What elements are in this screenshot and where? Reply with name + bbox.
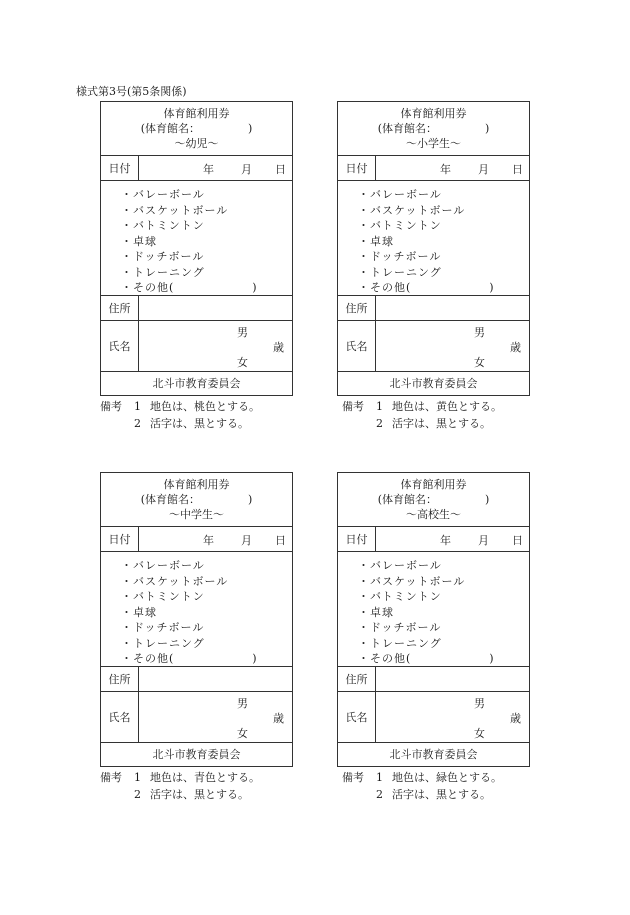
sport-item: ・バトミントン xyxy=(358,219,442,232)
sport-item: ・バスケットボール xyxy=(358,574,466,588)
remarks-label: 備考 xyxy=(342,400,364,413)
sport-item: ・バトミントン xyxy=(121,219,205,232)
name-label: 氏名 xyxy=(338,321,376,371)
year-label: 年 xyxy=(203,163,214,176)
ticket-junior-high xyxy=(100,472,293,767)
remark-number: 2 xyxy=(376,788,383,801)
other-label: ・その他( xyxy=(358,281,412,294)
ticket-title: 体育館利用券 xyxy=(163,478,230,491)
month-label: 月 xyxy=(241,534,252,547)
remarks-label: 備考 xyxy=(100,400,122,413)
name-row xyxy=(338,321,529,372)
remark-number: 1 xyxy=(376,400,383,413)
venue-label: (体育館名： xyxy=(140,122,200,135)
sports-list xyxy=(101,552,292,667)
sport-item: ・卓球 xyxy=(121,234,157,248)
remarks-label: 備考 xyxy=(342,771,364,784)
address-field[interactable] xyxy=(139,667,292,691)
date-field[interactable] xyxy=(376,527,529,551)
day-label: 日 xyxy=(512,534,523,547)
year-label: 年 xyxy=(440,534,451,547)
address-row xyxy=(338,296,529,321)
ticket-category: 〜中学生〜 xyxy=(169,508,224,521)
date-row xyxy=(101,156,292,181)
venue-close: ) xyxy=(485,122,490,135)
female-label: 女 xyxy=(237,356,248,369)
age-label: 歳 xyxy=(510,341,521,354)
sport-item: ・卓球 xyxy=(358,605,394,619)
other-close: ) xyxy=(252,281,258,294)
date-field[interactable] xyxy=(139,527,292,551)
address-label: 住所 xyxy=(338,296,376,320)
day-label: 日 xyxy=(512,163,523,176)
ticket-category: 〜高校生〜 xyxy=(406,508,461,521)
ticket-category: 〜小学生〜 xyxy=(406,137,461,150)
address-label: 住所 xyxy=(101,667,139,691)
sports-list xyxy=(101,181,292,296)
remark-number: 1 xyxy=(134,771,141,784)
ticket-elementary xyxy=(337,101,530,396)
name-field[interactable] xyxy=(139,692,292,742)
venue-line xyxy=(338,121,529,136)
address-label: 住所 xyxy=(101,296,139,320)
female-label: 女 xyxy=(237,727,248,740)
male-label: 男 xyxy=(474,697,485,710)
male-label: 男 xyxy=(237,326,248,339)
ticket-title: 体育館利用券 xyxy=(163,107,230,120)
date-field[interactable] xyxy=(376,156,529,180)
name-field[interactable] xyxy=(376,692,529,742)
sport-item: ・バスケットボール xyxy=(121,574,229,588)
remark-color: 地色は、緑色とする。 xyxy=(392,771,502,784)
remark-number: 2 xyxy=(134,788,141,801)
organization: 北斗市教育委員会 xyxy=(389,377,478,390)
male-label: 男 xyxy=(237,697,248,710)
venue-close: ) xyxy=(485,493,490,506)
remark-print: 活字は、黒とする。 xyxy=(392,417,491,430)
remark-color: 地色は、黄色とする。 xyxy=(392,400,502,413)
name-row xyxy=(338,692,529,743)
year-label: 年 xyxy=(440,163,451,176)
remark-number: 1 xyxy=(134,400,141,413)
sport-item: ・バレーボール xyxy=(121,188,205,201)
other-label: ・その他( xyxy=(121,652,175,665)
female-label: 女 xyxy=(474,727,485,740)
organization: 北斗市教育委員会 xyxy=(389,748,478,761)
date-label: 日付 xyxy=(101,527,139,551)
sport-item: ・バスケットボール xyxy=(121,203,229,217)
ticket-infant xyxy=(100,101,293,396)
ticket-title: 体育館利用券 xyxy=(400,478,467,491)
sport-item-other xyxy=(358,280,529,296)
sport-item-other xyxy=(121,280,292,296)
remark-number: 1 xyxy=(376,771,383,784)
venue-label: (体育館名： xyxy=(140,493,200,506)
date-label: 日付 xyxy=(101,156,139,180)
remarks-elementary xyxy=(342,398,502,432)
organization: 北斗市教育委員会 xyxy=(152,748,241,761)
venue-close: ) xyxy=(248,122,253,135)
address-row xyxy=(101,296,292,321)
date-label: 日付 xyxy=(338,527,376,551)
remarks-junior-high xyxy=(100,769,260,803)
venue-line xyxy=(338,492,529,507)
remark-color: 地色は、青色とする。 xyxy=(150,771,260,784)
venue-line xyxy=(101,121,292,136)
name-label: 氏名 xyxy=(101,692,139,742)
sport-item: ・ドッチボール xyxy=(121,621,205,634)
ticket-category: 〜幼児〜 xyxy=(174,137,219,150)
remark-number: 2 xyxy=(134,417,141,430)
date-field[interactable] xyxy=(139,156,292,180)
remarks-infant xyxy=(100,398,260,432)
venue-close: ) xyxy=(248,493,253,506)
remark-print: 活字は、黒とする。 xyxy=(150,788,249,801)
sport-item: ・バトミントン xyxy=(358,590,442,603)
month-label: 月 xyxy=(241,163,252,176)
remark-print: 活字は、黒とする。 xyxy=(392,788,491,801)
date-label: 日付 xyxy=(338,156,376,180)
name-field[interactable] xyxy=(139,321,292,371)
ticket-header xyxy=(338,102,529,156)
venue-line xyxy=(101,492,292,507)
ticket-title: 体育館利用券 xyxy=(400,107,467,120)
sport-item: ・トレーニング xyxy=(121,636,205,650)
ticket-header xyxy=(101,102,292,156)
month-label: 月 xyxy=(478,163,489,176)
date-row xyxy=(338,527,529,552)
sport-item: ・バスケットボール xyxy=(358,203,466,217)
sport-item: ・バレーボール xyxy=(121,559,205,572)
sport-item: ・卓球 xyxy=(121,605,157,619)
remark-number: 2 xyxy=(376,417,383,430)
sport-item: ・バレーボール xyxy=(358,559,442,572)
sport-item: ・バトミントン xyxy=(121,590,205,603)
organization: 北斗市教育委員会 xyxy=(152,377,241,390)
sport-item: ・ドッチボール xyxy=(358,621,442,634)
sport-item: ・バレーボール xyxy=(358,188,442,201)
address-label: 住所 xyxy=(338,667,376,691)
sport-item: ・トレーニング xyxy=(358,636,442,650)
address-field[interactable] xyxy=(376,296,529,320)
name-row xyxy=(101,321,292,372)
ticket-header xyxy=(338,473,529,527)
sports-list xyxy=(338,181,529,296)
date-row xyxy=(101,527,292,552)
ticket-high-school xyxy=(337,472,530,767)
sport-item: ・卓球 xyxy=(358,234,394,248)
remark-print: 活字は、黒とする。 xyxy=(150,417,249,430)
day-label: 日 xyxy=(275,534,286,547)
form-label: 様式第3号(第5条関係) xyxy=(76,85,187,98)
sport-item: ・トレーニング xyxy=(358,265,442,279)
address-field[interactable] xyxy=(376,667,529,691)
other-close: ) xyxy=(489,281,495,294)
sport-item: ・ドッチボール xyxy=(121,250,205,263)
name-label: 氏名 xyxy=(101,321,139,371)
remarks-label: 備考 xyxy=(100,771,122,784)
year-label: 年 xyxy=(203,534,214,547)
male-label: 男 xyxy=(474,326,485,339)
remark-color: 地色は、桃色とする。 xyxy=(150,400,260,413)
female-label: 女 xyxy=(474,356,485,369)
other-label: ・その他( xyxy=(121,281,175,294)
day-label: 日 xyxy=(275,163,286,176)
sport-item: ・トレーニング xyxy=(121,265,205,279)
other-label: ・その他( xyxy=(358,652,412,665)
date-row xyxy=(338,156,529,181)
age-label: 歳 xyxy=(510,712,521,725)
venue-label: (体育館名： xyxy=(377,122,437,135)
name-label: 氏名 xyxy=(338,692,376,742)
month-label: 月 xyxy=(478,534,489,547)
age-label: 歳 xyxy=(273,341,284,354)
name-row xyxy=(101,692,292,743)
address-row xyxy=(101,667,292,692)
other-close: ) xyxy=(489,652,495,665)
sport-item-other xyxy=(358,651,529,667)
name-field[interactable] xyxy=(376,321,529,371)
address-row xyxy=(338,667,529,692)
other-close: ) xyxy=(252,652,258,665)
ticket-header xyxy=(101,473,292,527)
address-field[interactable] xyxy=(139,296,292,320)
venue-label: (体育館名： xyxy=(377,493,437,506)
remarks-high-school xyxy=(342,769,502,803)
sports-list xyxy=(338,552,529,667)
sport-item: ・ドッチボール xyxy=(358,250,442,263)
sport-item-other xyxy=(121,651,292,667)
age-label: 歳 xyxy=(273,712,284,725)
